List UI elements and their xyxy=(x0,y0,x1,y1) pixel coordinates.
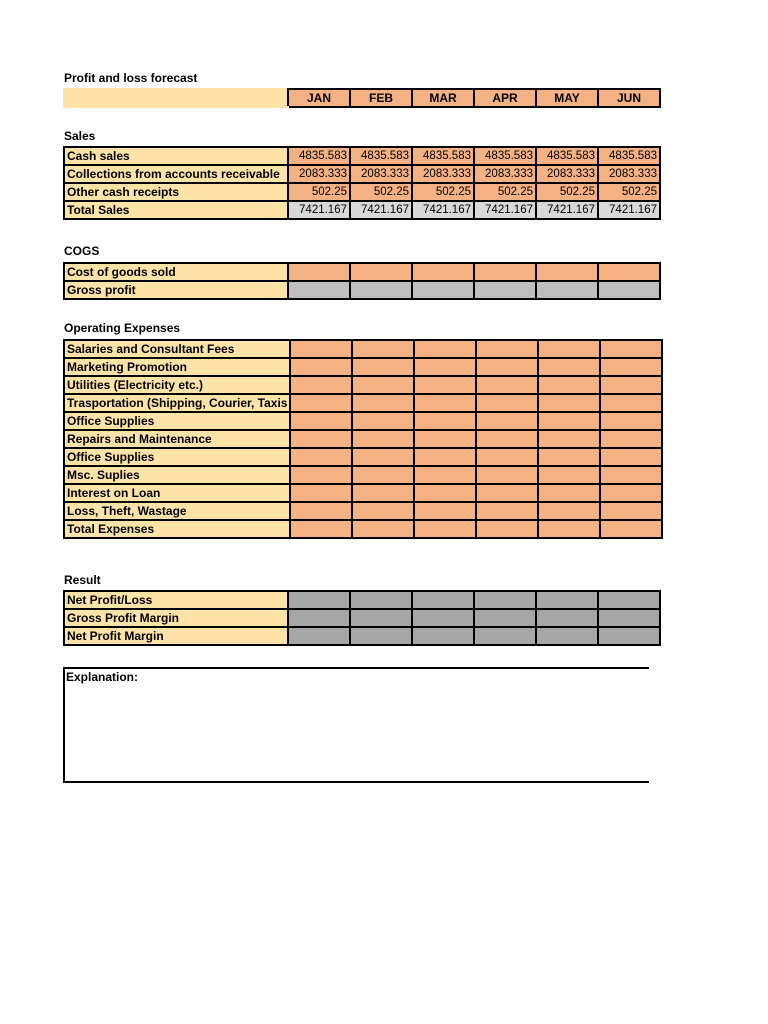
row-label[interactable]: Utilities (Electricity etc.) xyxy=(64,376,290,394)
row-label[interactable]: Other cash receipts xyxy=(64,183,288,201)
result-cell[interactable] xyxy=(350,591,412,609)
value-cell[interactable] xyxy=(536,263,598,281)
value-cell[interactable] xyxy=(414,466,476,484)
table-row xyxy=(64,340,662,358)
table-row xyxy=(64,627,660,645)
explanation-label: Explanation: xyxy=(66,670,139,684)
value-cell[interactable] xyxy=(290,412,352,430)
computed-cell[interactable] xyxy=(598,281,660,299)
value-cell[interactable] xyxy=(600,484,662,502)
table-row xyxy=(64,412,662,430)
value-cell[interactable] xyxy=(538,484,600,502)
total-cell[interactable]: 7421.167 xyxy=(474,201,536,219)
value-cell[interactable]: 502.25 xyxy=(288,183,350,201)
value-cell[interactable]: 4835.583 xyxy=(288,147,350,165)
result-cell[interactable] xyxy=(288,591,350,609)
result-cell[interactable] xyxy=(412,591,474,609)
value-cell[interactable] xyxy=(600,502,662,520)
value-cell[interactable] xyxy=(352,502,414,520)
value-cell[interactable] xyxy=(352,340,414,358)
table-row xyxy=(64,147,660,165)
total-cell[interactable]: 7421.167 xyxy=(350,201,412,219)
value-cell[interactable] xyxy=(538,466,600,484)
result-cell[interactable] xyxy=(350,609,412,627)
row-label[interactable]: Repairs and Maintenance xyxy=(64,430,290,448)
table-row xyxy=(64,376,662,394)
operating-expenses-table xyxy=(63,339,663,539)
value-cell[interactable] xyxy=(476,502,538,520)
table-row xyxy=(64,263,660,281)
result-cell[interactable] xyxy=(536,609,598,627)
value-cell[interactable] xyxy=(352,484,414,502)
value-cell[interactable]: 4835.583 xyxy=(474,147,536,165)
result-cell[interactable] xyxy=(598,627,660,645)
cogs-table xyxy=(63,262,661,300)
value-cell[interactable] xyxy=(538,376,600,394)
month-header[interactable]: JAN xyxy=(288,89,350,107)
value-cell[interactable] xyxy=(414,340,476,358)
value-cell[interactable] xyxy=(352,466,414,484)
value-cell[interactable] xyxy=(538,358,600,376)
value-cell[interactable] xyxy=(352,448,414,466)
value-cell[interactable] xyxy=(476,358,538,376)
value-cell[interactable] xyxy=(352,394,414,412)
row-label[interactable]: Gross Profit Margin xyxy=(64,609,288,627)
value-cell[interactable]: 502.25 xyxy=(536,183,598,201)
value-cell[interactable] xyxy=(414,430,476,448)
table-row xyxy=(64,484,662,502)
value-cell[interactable] xyxy=(538,430,600,448)
month-header[interactable]: MAR xyxy=(412,89,474,107)
value-cell[interactable] xyxy=(476,340,538,358)
operating-section-label: Operating Expenses xyxy=(64,321,181,335)
value-cell[interactable]: 4835.583 xyxy=(536,147,598,165)
value-cell[interactable] xyxy=(412,263,474,281)
header-blank-cell[interactable] xyxy=(64,89,288,107)
table-row xyxy=(64,183,660,201)
row-label[interactable]: Cost of goods sold xyxy=(64,263,288,281)
value-cell[interactable] xyxy=(352,412,414,430)
row-label[interactable]: Net Profit Margin xyxy=(64,627,288,645)
value-cell[interactable]: 2083.333 xyxy=(288,165,350,183)
value-cell[interactable] xyxy=(414,412,476,430)
table-row xyxy=(64,502,662,520)
value-cell[interactable] xyxy=(414,502,476,520)
value-cell[interactable] xyxy=(538,412,600,430)
table-row xyxy=(64,394,662,412)
value-cell[interactable] xyxy=(600,430,662,448)
result-section-label: Result xyxy=(64,573,101,587)
value-cell[interactable] xyxy=(290,448,352,466)
row-label[interactable]: Cash sales xyxy=(64,147,288,165)
value-cell[interactable] xyxy=(350,263,412,281)
value-cell[interactable] xyxy=(288,263,350,281)
sales-section-label: Sales xyxy=(64,129,96,143)
computed-cell[interactable] xyxy=(412,281,474,299)
row-label[interactable]: Trasportation (Shipping, Courier, Taxis xyxy=(64,394,290,412)
value-cell[interactable] xyxy=(600,448,662,466)
result-cell[interactable] xyxy=(288,627,350,645)
explanation-box[interactable] xyxy=(63,667,649,783)
result-cell[interactable] xyxy=(474,627,536,645)
value-cell[interactable]: 2083.333 xyxy=(350,165,412,183)
value-cell[interactable] xyxy=(476,412,538,430)
result-cell[interactable] xyxy=(412,609,474,627)
value-cell[interactable] xyxy=(538,520,600,538)
value-cell[interactable]: 4835.583 xyxy=(350,147,412,165)
result-cell[interactable] xyxy=(536,591,598,609)
table-row xyxy=(64,165,660,183)
value-cell[interactable]: 502.25 xyxy=(598,183,660,201)
result-cell[interactable] xyxy=(412,627,474,645)
table-row xyxy=(64,448,662,466)
computed-cell[interactable] xyxy=(288,281,350,299)
value-cell[interactable] xyxy=(414,358,476,376)
computed-cell[interactable] xyxy=(536,281,598,299)
value-cell[interactable] xyxy=(290,376,352,394)
row-label[interactable]: Collections from accounts receivable xyxy=(64,165,288,183)
value-cell[interactable] xyxy=(290,340,352,358)
sheet-title: Profit and loss forecast xyxy=(64,71,198,85)
result-cell[interactable] xyxy=(474,591,536,609)
table-row xyxy=(64,281,660,299)
row-label[interactable]: Total Expenses xyxy=(64,520,290,538)
value-cell[interactable]: 502.25 xyxy=(350,183,412,201)
value-cell[interactable]: 4835.583 xyxy=(412,147,474,165)
month-header[interactable]: FEB xyxy=(350,89,412,107)
result-table xyxy=(63,590,661,646)
row-label[interactable]: Marketing Promotion xyxy=(64,358,290,376)
value-cell[interactable] xyxy=(476,394,538,412)
value-cell[interactable] xyxy=(600,520,662,538)
value-cell[interactable] xyxy=(290,520,352,538)
value-cell[interactable] xyxy=(474,263,536,281)
value-cell[interactable] xyxy=(290,358,352,376)
result-cell[interactable] xyxy=(536,627,598,645)
total-cell[interactable]: 7421.167 xyxy=(598,201,660,219)
value-cell[interactable] xyxy=(538,394,600,412)
table-row xyxy=(64,609,660,627)
value-cell[interactable] xyxy=(290,394,352,412)
value-cell[interactable] xyxy=(598,263,660,281)
value-cell[interactable] xyxy=(600,412,662,430)
sales-table xyxy=(63,146,661,220)
value-cell[interactable] xyxy=(600,394,662,412)
table-row xyxy=(64,201,660,219)
result-cell[interactable] xyxy=(598,591,660,609)
value-cell[interactable] xyxy=(290,466,352,484)
total-cell[interactable]: 7421.167 xyxy=(412,201,474,219)
total-cell[interactable]: 7421.167 xyxy=(288,201,350,219)
value-cell[interactable]: 2083.333 xyxy=(598,165,660,183)
value-cell[interactable] xyxy=(352,520,414,538)
result-cell[interactable] xyxy=(350,627,412,645)
row-label[interactable]: Office Supplies xyxy=(64,412,290,430)
value-cell[interactable] xyxy=(600,358,662,376)
row-label[interactable]: Gross profit xyxy=(64,281,288,299)
month-header[interactable]: MAY xyxy=(536,89,598,107)
result-cell[interactable] xyxy=(474,609,536,627)
value-cell[interactable] xyxy=(414,394,476,412)
month-header[interactable]: APR xyxy=(474,89,536,107)
value-cell[interactable]: 2083.333 xyxy=(474,165,536,183)
row-label[interactable]: Total Sales xyxy=(64,201,288,219)
value-cell[interactable] xyxy=(476,376,538,394)
value-cell[interactable] xyxy=(476,448,538,466)
row-label[interactable]: Loss, Theft, Wastage xyxy=(64,502,290,520)
table-row xyxy=(64,430,662,448)
table-row xyxy=(64,466,662,484)
value-cell[interactable] xyxy=(414,520,476,538)
value-cell[interactable]: 2083.333 xyxy=(412,165,474,183)
value-cell[interactable] xyxy=(476,466,538,484)
value-cell[interactable] xyxy=(538,340,600,358)
value-cell[interactable] xyxy=(290,484,352,502)
total-cell[interactable]: 7421.167 xyxy=(536,201,598,219)
value-cell[interactable] xyxy=(414,448,476,466)
table-row xyxy=(64,591,660,609)
value-cell[interactable] xyxy=(476,520,538,538)
value-cell[interactable] xyxy=(538,502,600,520)
month-header-row xyxy=(63,88,661,108)
value-cell[interactable]: 2083.333 xyxy=(536,165,598,183)
value-cell[interactable]: 502.25 xyxy=(474,183,536,201)
table-row xyxy=(64,358,662,376)
row-label[interactable]: Msc. Suplies xyxy=(64,466,290,484)
value-cell[interactable] xyxy=(290,502,352,520)
value-cell[interactable] xyxy=(476,484,538,502)
computed-cell[interactable] xyxy=(474,281,536,299)
value-cell[interactable]: 502.25 xyxy=(412,183,474,201)
value-cell[interactable] xyxy=(414,376,476,394)
result-cell[interactable] xyxy=(598,609,660,627)
value-cell[interactable] xyxy=(600,376,662,394)
value-cell[interactable] xyxy=(290,430,352,448)
value-cell[interactable]: 4835.583 xyxy=(598,147,660,165)
row-label[interactable]: Salaries and Consultant Fees xyxy=(64,340,290,358)
value-cell[interactable] xyxy=(476,430,538,448)
row-label[interactable]: Interest on Loan xyxy=(64,484,290,502)
value-cell[interactable] xyxy=(352,358,414,376)
value-cell[interactable] xyxy=(538,448,600,466)
result-cell[interactable] xyxy=(288,609,350,627)
row-label[interactable]: Office Supplies xyxy=(64,448,290,466)
cogs-section-label: COGS xyxy=(64,244,100,258)
value-cell[interactable] xyxy=(414,484,476,502)
value-cell[interactable] xyxy=(352,376,414,394)
month-header[interactable]: JUN xyxy=(598,89,660,107)
row-label[interactable]: Net Profit/Loss xyxy=(64,591,288,609)
computed-cell[interactable] xyxy=(350,281,412,299)
value-cell[interactable] xyxy=(352,430,414,448)
value-cell[interactable] xyxy=(600,466,662,484)
table-row xyxy=(64,520,662,538)
value-cell[interactable] xyxy=(600,340,662,358)
